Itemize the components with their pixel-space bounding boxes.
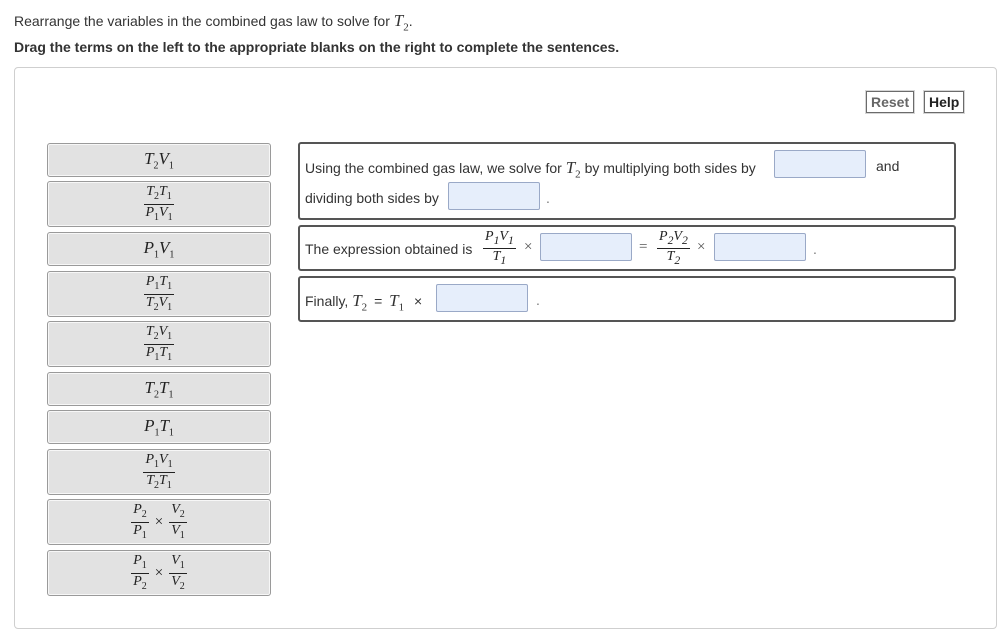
expression-left-fraction: $\frac{P_1V_1}{T_1}$ xyxy=(485,229,514,267)
times-symbol: × xyxy=(524,239,533,255)
term-tile[interactable]: $P_1T_1$ xyxy=(47,410,271,444)
term-tile[interactable]: $\frac{P_1V_1}{T_2T_1}$ xyxy=(47,449,271,495)
sentence-3-box: Finally, $T_2 = T_1$ × . xyxy=(298,276,956,322)
blank-right-term[interactable] xyxy=(714,233,806,261)
instruction: Drag the terms on the left to the appropriate blanks on the right to complete the sentences. xyxy=(14,39,620,55)
term-tile[interactable]: $T_2T_1$ xyxy=(47,372,271,406)
sentence-1-variable: $T_2$ xyxy=(565,158,581,181)
help-button[interactable]: Help xyxy=(924,91,964,113)
prompt-variable: $T_2$ xyxy=(393,11,409,34)
blank-final-term[interactable] xyxy=(436,284,528,312)
expression-right-fraction: $\frac{P_2V_2}{T_2}$ xyxy=(659,229,688,267)
prompt: Rearrange the variables in the combined gas law to solve for $T_2$. xyxy=(14,11,413,34)
term-tile[interactable]: $T_2V_1$ xyxy=(47,143,271,177)
equals-symbol: = xyxy=(639,239,648,255)
sentence-2-box: The expression obtained is $\frac{P_1V_1}{T_1}$ × = $\frac{P_2V_2}{T_2}$ × . xyxy=(298,225,956,271)
sentence-1-and: and xyxy=(876,158,900,174)
term-tile[interactable]: $\frac{T_2V_1}{P_1T_1}$ xyxy=(47,321,271,367)
sentence-1-box: Using the combined gas law, we solve for $T_2$ by multiplying both sides by and dividing both sides by . xyxy=(298,142,956,220)
blank-left-term[interactable] xyxy=(540,233,632,261)
term-tile[interactable]: $\frac{P_2}{P_1}$ × $\frac{V_2}{V_1}$ xyxy=(47,499,271,545)
blank-multiply[interactable] xyxy=(774,150,866,178)
sentence-3-text: Finally, $T_2 = T_1$ × xyxy=(305,291,423,314)
sentence-1-text: Using the combined gas law, we solve for $T_2$ by multiplying both sides by xyxy=(305,158,756,181)
term-tile[interactable]: $P_1V_1$ xyxy=(47,232,271,266)
blank-divide[interactable] xyxy=(448,182,540,210)
times-symbol: × xyxy=(697,239,706,255)
sentence-1-line2: dividing both sides by xyxy=(305,190,439,206)
sentence-2-text: The expression obtained is xyxy=(305,241,473,257)
term-tile[interactable]: $\frac{P_1T_1}{T_2V_1}$ xyxy=(47,271,271,317)
reset-button[interactable]: Reset xyxy=(866,91,914,113)
prompt-text: Rearrange the variables in the combined gas law to solve for xyxy=(14,13,390,29)
term-tile[interactable]: $\frac{T_2T_1}{P_1V_1}$ xyxy=(47,181,271,227)
term-tile[interactable]: $\frac{P_1}{P_2}$ × $\frac{V_1}{V_2}$ xyxy=(47,550,271,596)
